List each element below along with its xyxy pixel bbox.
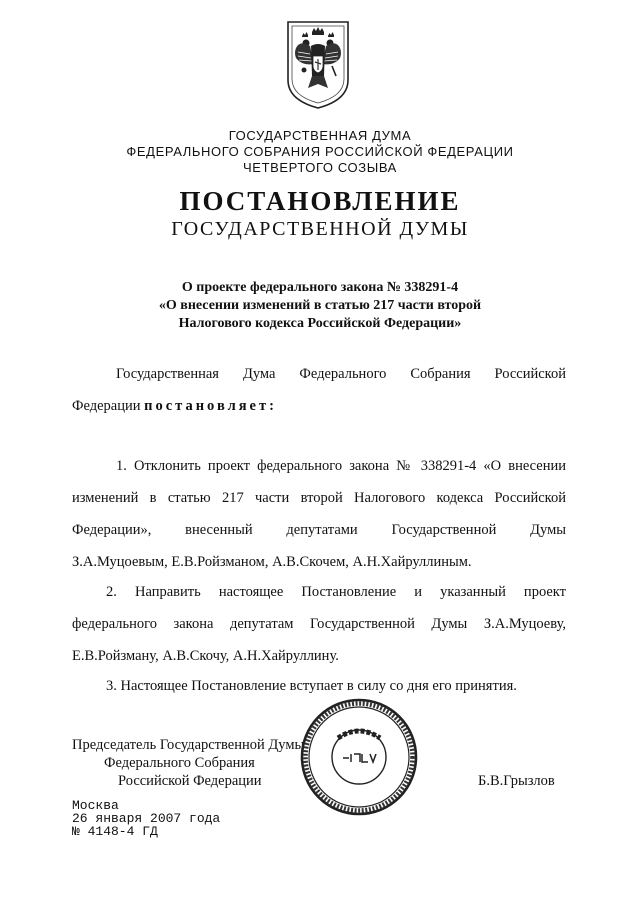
subject-line-3: Налогового кодекса Российской Федерации» bbox=[178, 316, 462, 331]
item1-line-3: Федерации», внесенный депутатами Государственной Думы bbox=[72, 522, 566, 538]
signature-line-3: Российской Федерации bbox=[118, 773, 262, 789]
signature-line-2: Федерального Собрания bbox=[104, 755, 255, 771]
item1-line-4: З.А.Муцоевым, Е.В.Ройзманом, А.В.Скочем, А.Н.Хайруллиным. bbox=[72, 554, 472, 570]
signature-line-1: Председатель Государственной Думы bbox=[72, 737, 305, 753]
item2-line-2: федерального закона депутатам Государственной Думы З.А.Муцоеву, bbox=[72, 616, 566, 632]
preamble-line-1: Государственная Дума Федерального Собрания Российской bbox=[116, 366, 566, 382]
round-stamp bbox=[298, 696, 420, 818]
subject-line-1: О проекте федерального закона № 338291-4 bbox=[181, 280, 459, 295]
signatory-name: Б.В.Грызлов bbox=[478, 773, 555, 789]
document-title: ПОСТАНОВЛЕНИЕ bbox=[179, 186, 461, 216]
item1-line-1: 1. Отклонить проект федерального закона № 338291-4 «О внесении bbox=[116, 458, 566, 474]
item1-line-2: изменений в статью 217 части второй Налогового кодекса Российской bbox=[72, 490, 566, 506]
item2-line-3: Е.В.Ройзману, А.В.Скочу, А.Н.Хайруллину. bbox=[72, 648, 339, 664]
footer-number: № 4148-4 ГД bbox=[72, 824, 158, 839]
preamble-line-2-start: Федерации bbox=[72, 398, 141, 414]
header-line-1: ГОСУДАРСТВЕННАЯ ДУМА bbox=[228, 128, 412, 143]
subject-line-2: «О внесении изменений в статью 217 части второй bbox=[158, 298, 482, 313]
preamble-line-2 bbox=[72, 390, 566, 422]
footer-city: Москва bbox=[72, 798, 119, 813]
footer-date: 26 января 2007 года bbox=[72, 811, 221, 826]
item2-line-1: 2. Направить настоящее Постановление и указанный проект bbox=[106, 584, 566, 600]
item3-line-1: 3. Настоящее Постановление вступает в силу со дня его принятия. bbox=[106, 678, 517, 694]
coat-of-arms-emblem bbox=[284, 18, 352, 110]
header-line-3: ЧЕТВЕРТОГО СОЗЫВА bbox=[243, 160, 397, 175]
preamble-spaced-word: постановляет: bbox=[144, 398, 277, 414]
document-subtitle: ГОСУДАРСТВЕННОЙ ДУМЫ bbox=[171, 218, 469, 240]
header-line-2: ФЕДЕРАЛЬНОГО СОБРАНИЯ РОССИЙСКОЙ ФЕДЕРАЦИИ bbox=[126, 144, 514, 159]
